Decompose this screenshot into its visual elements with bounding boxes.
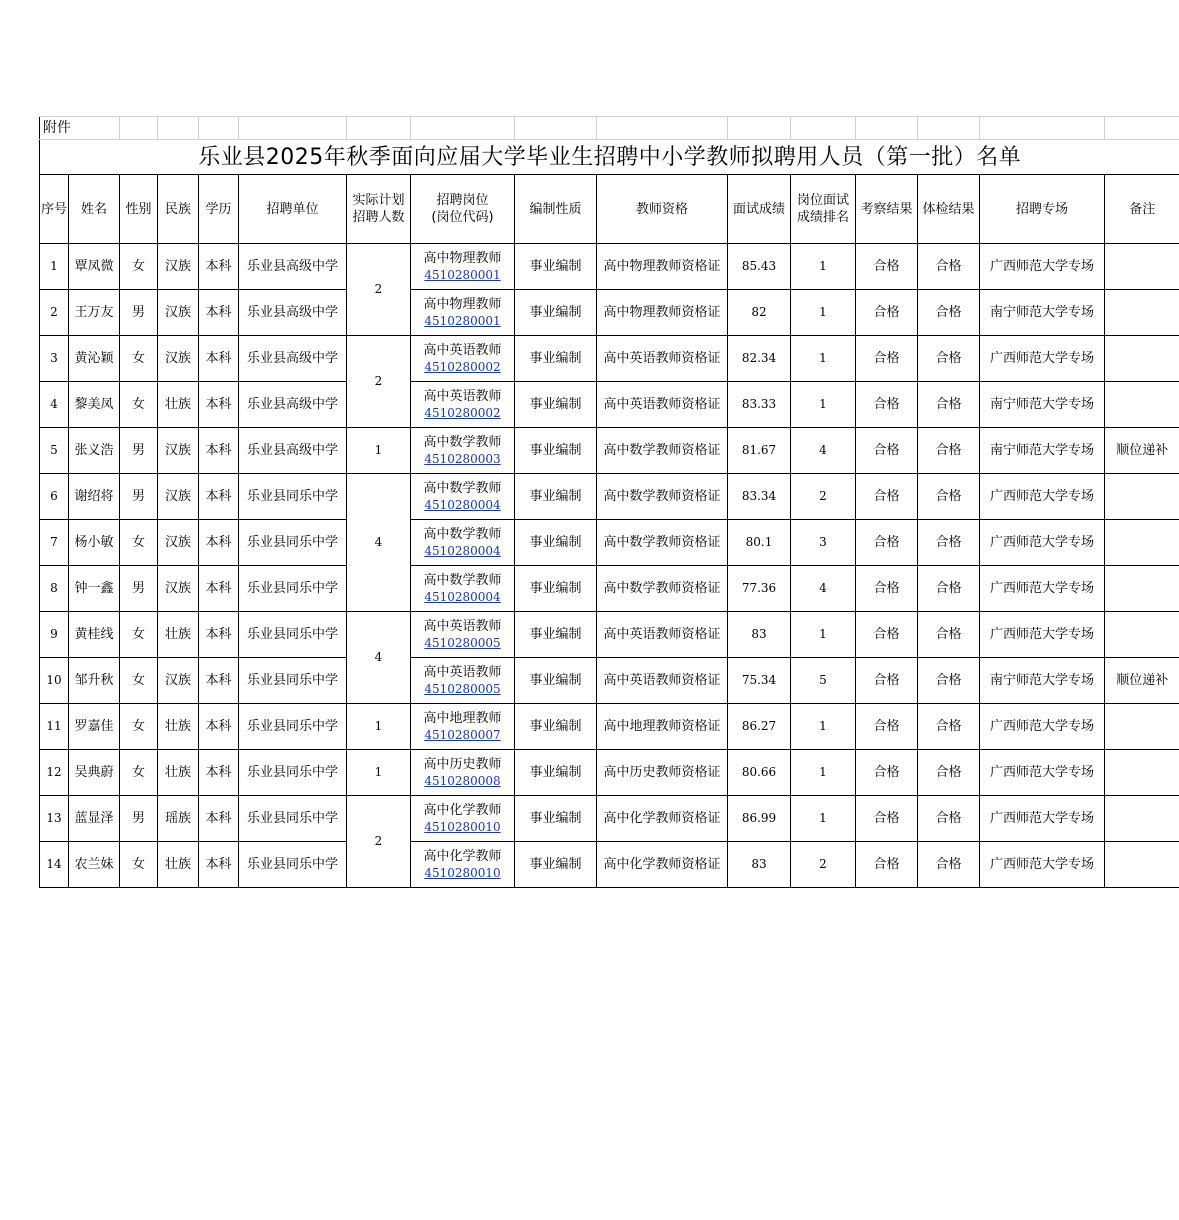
spreadsheet (39, 116, 1179, 888)
header-gender: 性别 (120, 175, 158, 244)
cell-inspection: 合格 (856, 382, 918, 428)
cell-unit: 乐业县高级中学 (239, 428, 347, 474)
cell-session: 广西师范大学专场 (980, 520, 1105, 566)
cell-score: 83 (728, 842, 791, 888)
cell-session: 南宁师范大学专场 (980, 658, 1105, 704)
cell-name: 张义浩 (69, 428, 120, 474)
cell-post (411, 474, 515, 520)
header-interview-score: 面试成绩 (728, 175, 791, 244)
cell-physical: 合格 (918, 658, 980, 704)
cell-gender: 女 (120, 612, 158, 658)
cell-remark (1105, 566, 1179, 612)
cell-seq: 14 (40, 842, 69, 888)
header-plan: 实际计划 招聘人数 (347, 175, 411, 244)
cell-remark (1105, 796, 1179, 842)
cell-post (411, 244, 515, 290)
cell-qualification: 高中化学教师资格证 (597, 796, 728, 842)
post-name: 高中数学教师 (423, 480, 502, 496)
post-name: 高中物理教师 (423, 296, 502, 312)
cell-post (411, 750, 515, 796)
cell-qualification: 高中数学教师资格证 (597, 520, 728, 566)
cell-inspection: 合格 (856, 336, 918, 382)
cell-seq: 4 (40, 382, 69, 428)
cell-gender: 女 (120, 382, 158, 428)
table-row (40, 842, 1179, 888)
header-post: 招聘岗位 (岗位代码) (411, 175, 515, 244)
cell-qualification: 高中历史教师资格证 (597, 750, 728, 796)
cell-inspection: 合格 (856, 612, 918, 658)
cell-plan-count: 1 (347, 750, 411, 796)
cell-score: 86.99 (728, 796, 791, 842)
cell-staffing: 事业编制 (515, 382, 597, 428)
cell-ethnicity: 壮族 (158, 704, 199, 750)
cell-ethnicity: 汉族 (158, 244, 199, 290)
table-row (40, 612, 1179, 658)
cell-remark (1105, 382, 1179, 428)
cell-education: 本科 (199, 796, 239, 842)
cell-physical: 合格 (918, 796, 980, 842)
cell-session: 南宁师范大学专场 (980, 428, 1105, 474)
cell-unit: 乐业县同乐中学 (239, 520, 347, 566)
cell-name: 谢绍将 (69, 474, 120, 520)
post-name: 高中数学教师 (423, 434, 502, 450)
cell-education: 本科 (199, 658, 239, 704)
cell-plan-count: 1 (347, 704, 411, 750)
cell-education: 本科 (199, 520, 239, 566)
cell-physical: 合格 (918, 842, 980, 888)
cell-staffing: 事业编制 (515, 428, 597, 474)
cell-name: 黄桂线 (69, 612, 120, 658)
cell-remark (1105, 750, 1179, 796)
cell-seq: 9 (40, 612, 69, 658)
header-ethnicity: 民族 (158, 175, 199, 244)
cell-session: 南宁师范大学专场 (980, 290, 1105, 336)
cell-staffing: 事业编制 (515, 750, 597, 796)
post-name: 高中地理教师 (423, 710, 502, 726)
post-code-link[interactable]: 4510280005 (424, 635, 501, 650)
cell-education: 本科 (199, 612, 239, 658)
cell-unit: 乐业县同乐中学 (239, 474, 347, 520)
cell-staffing: 事业编制 (515, 244, 597, 290)
cell-score: 81.67 (728, 428, 791, 474)
cell-score: 80.1 (728, 520, 791, 566)
cell-score: 82.34 (728, 336, 791, 382)
post-code-link[interactable]: 4510280002 (424, 405, 501, 420)
table-row (40, 382, 1179, 428)
cell-education: 本科 (199, 244, 239, 290)
post-code-link[interactable]: 4510280004 (424, 497, 501, 512)
cell-ethnicity: 汉族 (158, 336, 199, 382)
table-row (40, 658, 1179, 704)
header-session: 招聘专场 (980, 175, 1105, 244)
cell-seq: 11 (40, 704, 69, 750)
cell-session: 广西师范大学专场 (980, 244, 1105, 290)
cell-remark (1105, 704, 1179, 750)
cell-rank: 2 (791, 474, 856, 520)
post-name: 高中英语教师 (423, 388, 502, 404)
cell-seq: 10 (40, 658, 69, 704)
cell-remark (1105, 520, 1179, 566)
cell-staffing: 事业编制 (515, 704, 597, 750)
cell-education: 本科 (199, 474, 239, 520)
cell-rank: 1 (791, 704, 856, 750)
cell-education: 本科 (199, 336, 239, 382)
post-code-link[interactable]: 4510280007 (424, 727, 501, 742)
cell-physical: 合格 (918, 750, 980, 796)
cell-gender: 男 (120, 474, 158, 520)
post-name: 高中化学教师 (423, 848, 502, 864)
cell-physical: 合格 (918, 244, 980, 290)
cell-ethnicity: 汉族 (158, 474, 199, 520)
table-row (40, 336, 1179, 382)
cell-ethnicity: 壮族 (158, 750, 199, 796)
candidate-table (39, 116, 1179, 888)
cell-staffing: 事业编制 (515, 336, 597, 382)
cell-name: 农兰妹 (69, 842, 120, 888)
cell-qualification: 高中化学教师资格证 (597, 842, 728, 888)
table-row (40, 796, 1179, 842)
header-unit: 招聘单位 (239, 175, 347, 244)
cell-session: 广西师范大学专场 (980, 566, 1105, 612)
cell-rank: 4 (791, 566, 856, 612)
cell-rank: 1 (791, 382, 856, 428)
cell-unit: 乐业县高级中学 (239, 244, 347, 290)
table-row (40, 750, 1179, 796)
post-code-link[interactable]: 4510280001 (424, 267, 501, 282)
cell-remark: 顺位递补 (1105, 658, 1179, 704)
cell-remark (1105, 474, 1179, 520)
cell-seq: 1 (40, 244, 69, 290)
cell-rank: 5 (791, 658, 856, 704)
header-rank: 岗位面试 成绩排名 (791, 175, 856, 244)
cell-rank: 1 (791, 750, 856, 796)
cell-staffing: 事业编制 (515, 520, 597, 566)
cell-session: 广西师范大学专场 (980, 842, 1105, 888)
cell-ethnicity: 壮族 (158, 612, 199, 658)
cell-inspection: 合格 (856, 520, 918, 566)
cell-seq: 12 (40, 750, 69, 796)
cell-education: 本科 (199, 704, 239, 750)
cell-score: 75.34 (728, 658, 791, 704)
cell-session: 广西师范大学专场 (980, 474, 1105, 520)
cell-physical: 合格 (918, 566, 980, 612)
cell-remark (1105, 842, 1179, 888)
table-row (40, 520, 1179, 566)
cell-post (411, 290, 515, 336)
cell-session: 广西师范大学专场 (980, 336, 1105, 382)
cell-post (411, 382, 515, 428)
header-inspection: 考察结果 (856, 175, 918, 244)
cell-inspection: 合格 (856, 244, 918, 290)
cell-gender: 男 (120, 796, 158, 842)
cell-plan-count: 2 (347, 336, 411, 428)
cell-rank: 3 (791, 520, 856, 566)
cell-inspection: 合格 (856, 658, 918, 704)
cell-unit: 乐业县同乐中学 (239, 704, 347, 750)
cell-plan-count: 2 (347, 796, 411, 888)
cell-gender: 女 (120, 704, 158, 750)
cell-gender: 女 (120, 244, 158, 290)
cell-qualification: 高中英语教师资格证 (597, 382, 728, 428)
cell-qualification: 高中英语教师资格证 (597, 612, 728, 658)
cell-seq: 5 (40, 428, 69, 474)
cell-ethnicity: 汉族 (158, 520, 199, 566)
cell-remark (1105, 336, 1179, 382)
header-physical: 体检结果 (918, 175, 980, 244)
cell-qualification: 高中英语教师资格证 (597, 336, 728, 382)
cell-score: 82 (728, 290, 791, 336)
cell-seq: 13 (40, 796, 69, 842)
post-name: 高中英语教师 (423, 342, 502, 358)
cell-staffing: 事业编制 (515, 612, 597, 658)
cell-session: 广西师范大学专场 (980, 750, 1105, 796)
post-name: 高中历史教师 (423, 756, 502, 772)
cell-qualification: 高中英语教师资格证 (597, 658, 728, 704)
cell-session: 南宁师范大学专场 (980, 382, 1105, 428)
cell-gender: 女 (120, 842, 158, 888)
post-name: 高中化学教师 (423, 802, 502, 818)
cell-post (411, 704, 515, 750)
cell-qualification: 高中地理教师资格证 (597, 704, 728, 750)
cell-ethnicity: 汉族 (158, 566, 199, 612)
cell-post (411, 336, 515, 382)
cell-staffing: 事业编制 (515, 658, 597, 704)
cell-unit: 乐业县同乐中学 (239, 566, 347, 612)
cell-unit: 乐业县同乐中学 (239, 658, 347, 704)
cell-physical: 合格 (918, 612, 980, 658)
cell-plan-count: 1 (347, 428, 411, 474)
cell-name: 吴典蔚 (69, 750, 120, 796)
cell-post (411, 520, 515, 566)
cell-score: 83.33 (728, 382, 791, 428)
cell-gender: 女 (120, 658, 158, 704)
cell-unit: 乐业县同乐中学 (239, 842, 347, 888)
cell-remark: 顺位递补 (1105, 428, 1179, 474)
post-code-link[interactable]: 4510280004 (424, 589, 501, 604)
post-name: 高中物理教师 (423, 250, 502, 266)
cell-gender: 男 (120, 428, 158, 474)
cell-education: 本科 (199, 290, 239, 336)
cell-post (411, 796, 515, 842)
header-qualification: 教师资格 (597, 175, 728, 244)
cell-inspection: 合格 (856, 290, 918, 336)
cell-unit: 乐业县同乐中学 (239, 750, 347, 796)
cell-education: 本科 (199, 842, 239, 888)
cell-qualification: 高中物理教师资格证 (597, 290, 728, 336)
cell-gender: 男 (120, 290, 158, 336)
cell-gender: 女 (120, 336, 158, 382)
table-row (40, 290, 1179, 336)
table-row (40, 428, 1179, 474)
post-name: 高中数学教师 (423, 572, 502, 588)
cell-rank: 1 (791, 244, 856, 290)
attachment-label: 附件 (40, 117, 120, 140)
cell-staffing: 事业编制 (515, 566, 597, 612)
cell-education: 本科 (199, 750, 239, 796)
post-code-link[interactable]: 4510280010 (424, 819, 501, 834)
cell-physical: 合格 (918, 290, 980, 336)
post-code-link[interactable]: 4510280001 (424, 313, 501, 328)
cell-education: 本科 (199, 382, 239, 428)
cell-gender: 女 (120, 750, 158, 796)
post-code-link[interactable]: 4510280008 (424, 773, 501, 788)
cell-qualification: 高中数学教师资格证 (597, 566, 728, 612)
cell-education: 本科 (199, 566, 239, 612)
cell-qualification: 高中数学教师资格证 (597, 474, 728, 520)
cell-unit: 乐业县高级中学 (239, 382, 347, 428)
post-name: 高中英语教师 (423, 664, 502, 680)
cell-education: 本科 (199, 428, 239, 474)
cell-seq: 3 (40, 336, 69, 382)
cell-score: 77.36 (728, 566, 791, 612)
cell-physical: 合格 (918, 382, 980, 428)
cell-gender: 男 (120, 566, 158, 612)
header-name: 姓名 (69, 175, 120, 244)
cell-score: 86.27 (728, 704, 791, 750)
cell-score: 83.34 (728, 474, 791, 520)
cell-rank: 1 (791, 290, 856, 336)
cell-physical: 合格 (918, 428, 980, 474)
cell-rank: 1 (791, 336, 856, 382)
cell-physical: 合格 (918, 704, 980, 750)
post-code-link[interactable]: 4510280010 (424, 865, 501, 880)
cell-name: 邹升秋 (69, 658, 120, 704)
cell-seq: 2 (40, 290, 69, 336)
cell-remark (1105, 612, 1179, 658)
cell-ethnicity: 壮族 (158, 382, 199, 428)
cell-name: 黎美凤 (69, 382, 120, 428)
cell-remark (1105, 244, 1179, 290)
table-row (40, 704, 1179, 750)
cell-unit: 乐业县高级中学 (239, 290, 347, 336)
header-row (40, 175, 1179, 244)
page-title: 乐业县2025年秋季面向应届大学毕业生招聘中小学教师拟聘用人员（第一批）名单 (40, 140, 1179, 175)
cell-post (411, 658, 515, 704)
cell-physical: 合格 (918, 474, 980, 520)
cell-inspection: 合格 (856, 704, 918, 750)
cell-post (411, 612, 515, 658)
cell-physical: 合格 (918, 336, 980, 382)
cell-post (411, 428, 515, 474)
cell-ethnicity: 汉族 (158, 290, 199, 336)
cell-ethnicity: 瑶族 (158, 796, 199, 842)
cell-session: 广西师范大学专场 (980, 704, 1105, 750)
cell-staffing: 事业编制 (515, 290, 597, 336)
cell-inspection: 合格 (856, 428, 918, 474)
cell-gender: 女 (120, 520, 158, 566)
cell-ethnicity: 汉族 (158, 428, 199, 474)
cell-score: 80.66 (728, 750, 791, 796)
post-name: 高中英语教师 (423, 618, 502, 634)
header-education: 学历 (199, 175, 239, 244)
table-row (40, 244, 1179, 290)
cell-physical: 合格 (918, 520, 980, 566)
cell-ethnicity: 壮族 (158, 842, 199, 888)
cell-seq: 6 (40, 474, 69, 520)
cell-post (411, 842, 515, 888)
cell-rank: 1 (791, 612, 856, 658)
cell-qualification: 高中物理教师资格证 (597, 244, 728, 290)
cell-score: 85.43 (728, 244, 791, 290)
cell-name: 黄沁颖 (69, 336, 120, 382)
cell-staffing: 事业编制 (515, 842, 597, 888)
cell-inspection: 合格 (856, 474, 918, 520)
cell-ethnicity: 汉族 (158, 658, 199, 704)
cell-inspection: 合格 (856, 842, 918, 888)
table-row (40, 566, 1179, 612)
cell-post (411, 566, 515, 612)
post-code-link[interactable]: 4510280005 (424, 681, 501, 696)
cell-inspection: 合格 (856, 750, 918, 796)
cell-seq: 7 (40, 520, 69, 566)
cell-plan-count: 4 (347, 612, 411, 704)
cell-staffing: 事业编制 (515, 474, 597, 520)
cell-unit: 乐业县同乐中学 (239, 612, 347, 658)
cell-score: 83 (728, 612, 791, 658)
cell-name: 罗嘉佳 (69, 704, 120, 750)
cell-inspection: 合格 (856, 796, 918, 842)
cell-inspection: 合格 (856, 566, 918, 612)
cell-rank: 4 (791, 428, 856, 474)
cell-plan-count: 4 (347, 474, 411, 612)
cell-name: 王万友 (69, 290, 120, 336)
post-code-link[interactable]: 4510280002 (424, 359, 501, 374)
cell-rank: 2 (791, 842, 856, 888)
cell-unit: 乐业县高级中学 (239, 336, 347, 382)
table-row (40, 474, 1179, 520)
cell-plan-count: 2 (347, 244, 411, 336)
post-name: 高中数学教师 (423, 526, 502, 542)
cell-qualification: 高中数学教师资格证 (597, 428, 728, 474)
header-seq: 序号 (40, 175, 69, 244)
cell-name: 覃凤微 (69, 244, 120, 290)
post-code-link[interactable]: 4510280003 (424, 451, 501, 466)
cell-remark (1105, 290, 1179, 336)
cell-session: 广西师范大学专场 (980, 796, 1105, 842)
cell-name: 钟一鑫 (69, 566, 120, 612)
cell-staffing: 事业编制 (515, 796, 597, 842)
post-code-link[interactable]: 4510280004 (424, 543, 501, 558)
cell-rank: 1 (791, 796, 856, 842)
cell-seq: 8 (40, 566, 69, 612)
cell-session: 广西师范大学专场 (980, 612, 1105, 658)
cell-name: 蓝显泽 (69, 796, 120, 842)
header-staffing: 编制性质 (515, 175, 597, 244)
header-remarks: 备注 (1105, 175, 1179, 244)
cell-name: 杨小敏 (69, 520, 120, 566)
cell-unit: 乐业县同乐中学 (239, 796, 347, 842)
